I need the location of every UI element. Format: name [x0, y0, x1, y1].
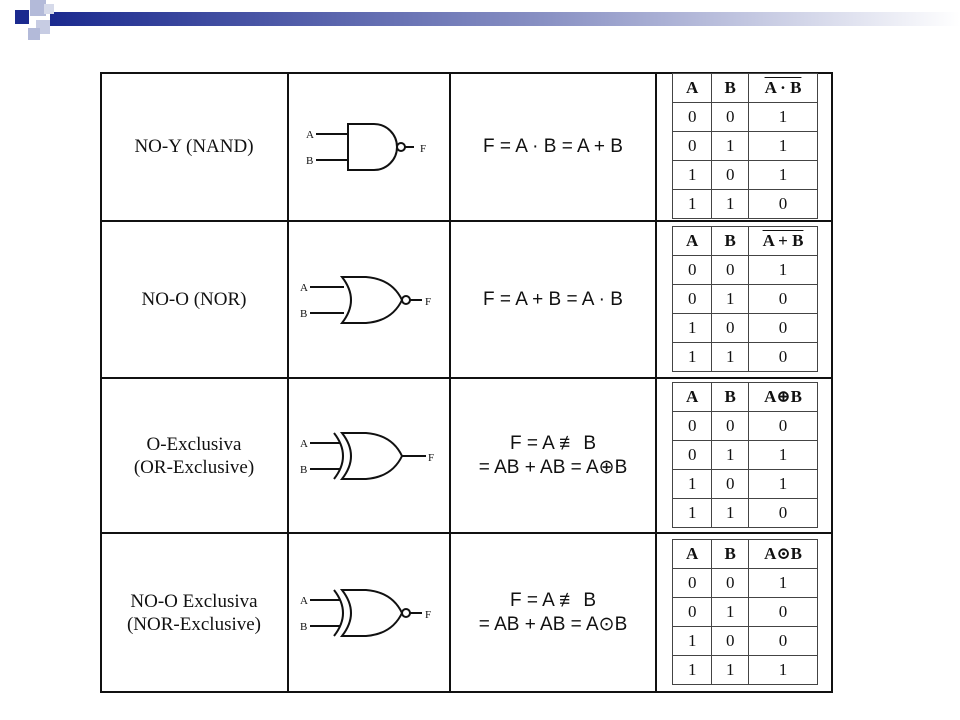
truth-table-cell: 1 — [712, 285, 749, 314]
truth-table-cell: 1 — [673, 343, 712, 372]
gate-name — [100, 72, 288, 221]
truth-table-cell: 0 — [749, 190, 818, 219]
truth-table-cell: 0 — [749, 499, 818, 528]
gate-name-line: (NOR-Exclusive) — [126, 614, 262, 635]
truth-table-cell: 1 — [673, 314, 712, 343]
truth-table-cell: 0 — [749, 285, 818, 314]
truth-table-row — [673, 470, 818, 499]
gate-row — [100, 221, 833, 378]
truth-table-cell: 1 — [712, 132, 749, 161]
truth-table-cell: 1 — [673, 470, 712, 499]
truth-table-output-header: A⊕B — [749, 383, 818, 412]
truth-table-cell: 1 — [673, 190, 712, 219]
truth-table — [672, 226, 818, 372]
truth-table-cell: 0 — [673, 412, 712, 441]
truth-table-input-header: B — [712, 383, 749, 412]
gate-equation — [450, 221, 656, 378]
truth-table-cell: 1 — [673, 656, 712, 685]
truth-table-cell: 1 — [749, 441, 818, 470]
truth-table-row — [673, 103, 818, 132]
equation-line: F = A · B = A + B — [483, 135, 623, 157]
truth-table-row — [673, 412, 818, 441]
input-b-label: B — [306, 155, 314, 167]
gate-name-line: (OR-Exclusive) — [133, 456, 255, 478]
truth-table-cell: 0 — [712, 103, 749, 132]
truth-table-cell: 1 — [712, 499, 749, 528]
xnor-gate-symbol — [288, 568, 450, 658]
gate-symbol-cell — [288, 221, 450, 378]
logic-gates-table — [100, 72, 833, 693]
output-f-label: F — [428, 452, 435, 464]
nand-gate-symbol — [288, 102, 450, 192]
input-a-label: A — [300, 282, 308, 294]
truth-table-cell: 0 — [749, 627, 818, 656]
equation-line: F = A ≢ B — [509, 590, 597, 611]
truth-table-cell: 0 — [712, 569, 749, 598]
equation-line: = AB + AB = A⊕B — [478, 456, 628, 478]
truth-table-row — [673, 441, 818, 470]
truth-table-output-header: A⊙B — [749, 540, 818, 569]
truth-table-cell: 0 — [673, 441, 712, 470]
nor-gate-symbol — [288, 255, 450, 345]
truth-table — [672, 539, 818, 685]
equation-line: = AB + AB = A⊙B — [478, 614, 628, 635]
truth-table-input-header: A — [673, 227, 712, 256]
gate-symbol-cell — [288, 533, 450, 693]
truth-table-cell: 0 — [749, 314, 818, 343]
truth-table-cell: 1 — [673, 627, 712, 656]
equation-line: F = A ≢ B — [509, 432, 597, 454]
truth-table-row — [673, 161, 818, 190]
truth-table-row — [673, 627, 818, 656]
truth-table-row — [673, 256, 818, 285]
gate-name — [100, 221, 288, 378]
gate-row — [100, 72, 833, 221]
gate-name — [100, 378, 288, 533]
truth-table-cell: 1 — [712, 343, 749, 372]
truth-table-row — [673, 598, 818, 627]
truth-table-input-header: B — [712, 74, 749, 103]
truth-table — [672, 382, 818, 528]
gate-equation — [450, 72, 656, 221]
truth-table-output-header: A + B — [749, 227, 818, 256]
truth-table-cell: 0 — [712, 412, 749, 441]
input-b-label: B — [300, 308, 308, 320]
truth-table-row — [673, 190, 818, 219]
truth-table-input-header: A — [673, 383, 712, 412]
xor-gate-symbol — [288, 411, 450, 501]
output-f-label: F — [425, 296, 432, 308]
truth-table-row — [673, 569, 818, 598]
truth-table-cell: 0 — [749, 598, 818, 627]
truth-table-cell: 1 — [712, 598, 749, 627]
input-b-label: B — [300, 621, 308, 633]
gate-name-line: O-Exclusiva — [146, 433, 242, 455]
truth-table-output-header: A · B — [749, 74, 818, 103]
truth-table-row — [673, 285, 818, 314]
gate-name-line: NO-O (NOR) — [141, 289, 247, 310]
truth-table-input-header: B — [712, 540, 749, 569]
input-b-label: B — [300, 464, 308, 476]
truth-table-cell: 0 — [673, 103, 712, 132]
truth-table-cell: 1 — [749, 132, 818, 161]
output-f-label: F — [420, 143, 427, 155]
truth-table-cell: 1 — [673, 499, 712, 528]
truth-table-cell: 0 — [712, 161, 749, 190]
truth-table-cell: 0 — [673, 285, 712, 314]
slide-corner-decoration — [0, 0, 960, 52]
truth-table — [672, 73, 818, 219]
equation-line: F = A + B = A · B — [483, 288, 623, 310]
truth-table-cell: 1 — [749, 569, 818, 598]
truth-table-cell: 0 — [712, 470, 749, 499]
truth-table-cell: 1 — [712, 441, 749, 470]
truth-table-cell: 1 — [749, 103, 818, 132]
truth-table-input-header: A — [673, 540, 712, 569]
truth-table-row — [673, 656, 818, 685]
output-f-label: F — [425, 609, 432, 621]
gate-name-line: NO-Y (NAND) — [134, 136, 254, 157]
truth-table-cell: 1 — [673, 161, 712, 190]
truth-table-cell: 0 — [712, 256, 749, 285]
truth-table-input-header: A — [673, 74, 712, 103]
truth-table-cell: 0 — [712, 314, 749, 343]
truth-table-cell: 0 — [673, 569, 712, 598]
gate-name-line: NO-O Exclusiva — [130, 591, 258, 612]
truth-table-cell: 1 — [749, 656, 818, 685]
input-a-label: A — [300, 595, 308, 607]
truth-table-cell: 0 — [673, 256, 712, 285]
truth-table-cell: 1 — [712, 190, 749, 219]
truth-table-cell: 1 — [749, 161, 818, 190]
gate-equation — [450, 378, 656, 533]
truth-table-cell: 1 — [749, 470, 818, 499]
gate-symbol-cell — [288, 72, 450, 221]
truth-table-row — [673, 314, 818, 343]
gate-name — [100, 533, 288, 693]
truth-table-cell: 0 — [673, 132, 712, 161]
gate-symbol-cell — [288, 378, 450, 533]
truth-table-input-header: B — [712, 227, 749, 256]
truth-table-row — [673, 343, 818, 372]
gate-equation — [450, 533, 656, 693]
truth-table-cell: 0 — [712, 627, 749, 656]
gate-row — [100, 533, 833, 693]
input-a-label: A — [306, 129, 314, 141]
truth-table-row — [673, 499, 818, 528]
truth-table-cell: 0 — [749, 412, 818, 441]
truth-table-cell: 1 — [712, 656, 749, 685]
input-a-label: A — [300, 438, 308, 450]
truth-table-cell: 1 — [749, 256, 818, 285]
truth-table-cell: 0 — [673, 598, 712, 627]
truth-table-cell: 0 — [749, 343, 818, 372]
gate-row — [100, 378, 833, 533]
truth-table-row — [673, 132, 818, 161]
